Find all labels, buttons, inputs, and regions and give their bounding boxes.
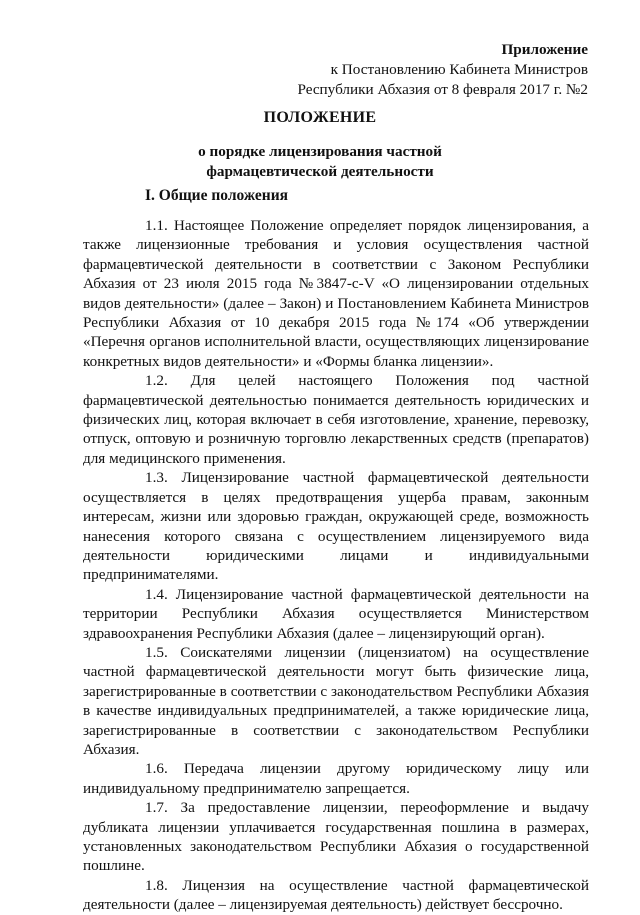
subtitle-line-1: о порядке лицензирования частной <box>198 143 442 160</box>
paragraph-1-6: 1.6. Передача лицензии другому юридическому лицу или индивидуальному предпринимателю запрещается. <box>83 760 589 797</box>
appendix-line-1: к Постановлению Кабинета Министров <box>330 61 588 78</box>
appendix-title: Приложение <box>501 41 588 58</box>
document-body <box>83 216 589 915</box>
paragraph-1-8: 1.8. Лицензия на осуществление частной фармацевтической деятельности (далее – лицензируемая деятельность) действует бессрочно. <box>83 876 589 914</box>
paragraph-1-2: 1.2. Для целей настоящего Положения под частной фармацевтической деятельностью понимается деятельность юридических и физических лиц, которая включает в себя изготовление, хранение, перевозку, отпуск, оптовую и розничную торговлю лекарственных средств (препаратов) для медицинского применения. <box>83 372 589 467</box>
appendix-line-2: Республики Абхазия от 8 февраля 2017 г. №2 <box>297 81 588 98</box>
paragraph-1-5: 1.5. Соискателями лицензии (лицензиатом) на осуществление частной фармацевтической деятельности могут быть физические лица, зарегистрированные в соответствии с законодательством Республики Абхазия в качестве индивидуальных предпринимателей, а также юридические лица, зарегистрированные в соответствии с законодательством Республики Абхазия. <box>83 643 589 758</box>
document-subtitle <box>0 142 640 182</box>
paragraph-1-3: 1.3. Лицензирование частной фармацевтической деятельности осуществляется в целях предотвращения ущерба правам, законным интересам, жизни или здоровью граждан, окружающей среде, возможность нанесения которого связана с осуществлением лицензируемого вида деятельности юридическими лицами и индивидуальными предпринимателями. <box>83 469 589 584</box>
appendix-block <box>297 40 588 100</box>
paragraph-1-7: 1.7. За предоставление лицензии, переоформление и выдачу дубликата лицензии уплачивается государственная пошлина в размерах, установленных законодательством Республики Абхазия о государственной пошлине. <box>83 799 589 875</box>
document-title: ПОЛОЖЕНИЕ <box>263 109 377 126</box>
section-heading: I. Общие положения <box>145 187 289 204</box>
paragraph-1-1: 1.1. Настоящее Положение определяет порядок лицензирования, а также лицензионные требования и условия осуществления частной фармацевтической деятельности в соответствии с Законом Республики Абхазия от 23 июля 2015 года №3847-с-V «О лицензировании отдельных видов деятельности» (далее – Закон) и Постановлением Кабинета Министров Республики Абхазия от 10 декабря 2015 года №174 «Об утверждении «Перечня органов исполнительной власти, осуществляющих лицензирование конкретных видов деятельности» и «Формы бланка лицензии». <box>83 217 589 370</box>
subtitle-line-2: фармацевтической деятельности <box>206 163 434 180</box>
paragraph-1-4: 1.4. Лицензирование частной фармацевтической деятельности на территории Республики Абхазия осуществляется Министерством здравоохранения Республики Абхазия (далее – лицензирующий орган). <box>83 585 589 642</box>
